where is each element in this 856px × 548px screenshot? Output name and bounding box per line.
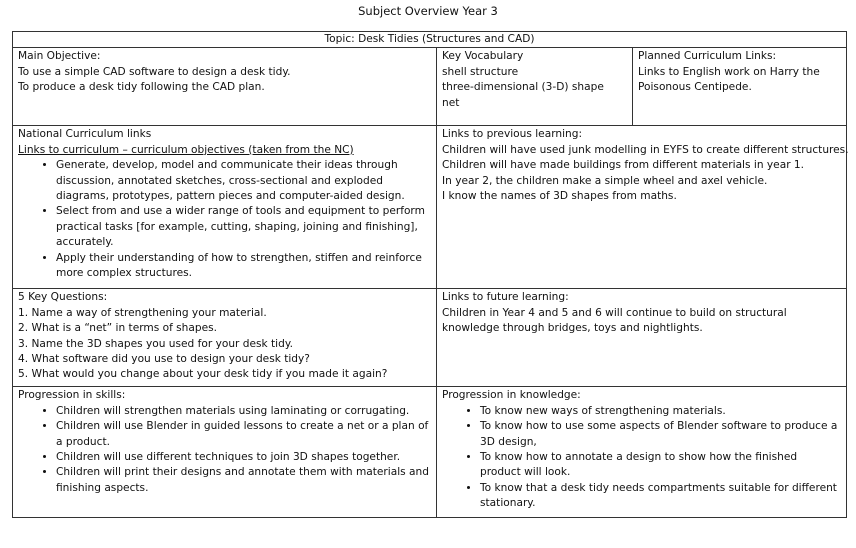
skill-item: • Children will print their designs and annotate them with materials and finishing aspects. bbox=[56, 465, 431, 496]
key-question: 5. What would you change about your desk tidy if you made it again? bbox=[18, 368, 388, 381]
knowledge-item: • To know how to annotate a design to show how the finished product will look. bbox=[480, 450, 841, 481]
progression-knowledge-heading: Progression in knowledge: bbox=[442, 389, 581, 402]
key-question: 4. What software did you use to design your desk tidy? bbox=[18, 353, 310, 366]
planned-links-heading: Planned Curriculum Links: bbox=[638, 50, 777, 63]
progression-knowledge-cell bbox=[437, 387, 847, 518]
topic-header: Topic: Desk Tidies (Structures and CAD) bbox=[13, 32, 847, 48]
knowledge-item: • To know that a desk tidy needs compartments suitable for different stationary. bbox=[480, 481, 841, 512]
progression-skills-cell bbox=[13, 387, 437, 518]
curriculum-objective: • Generate, develop, model and communicate their ideas through discussion, annotated sketches, cross-sectional and exploded diagrams, prototypes, pattern pieces and computer-aided design. bbox=[56, 158, 431, 204]
curriculum-objective: • Apply their understanding of how to strengthen, stiffen and reinforce more complex structures. bbox=[56, 251, 431, 282]
curriculum-objectives-list bbox=[18, 158, 431, 281]
previous-learning-line: I know the names of 3D shapes from maths. bbox=[442, 190, 677, 203]
main-objective-line: To produce a desk tidy following the CAD plan. bbox=[18, 81, 265, 94]
skill-item: • Children will use Blender in guided lessons to create a net or a plan of a product. bbox=[56, 419, 431, 450]
planned-links-line: Poisonous Centipede. bbox=[638, 81, 752, 94]
previous-learning-line: In year 2, the children make a simple wheel and axel vehicle. bbox=[442, 174, 768, 187]
vocabulary-item: shell structure bbox=[442, 65, 519, 78]
key-questions-heading: 5 Key Questions: bbox=[18, 291, 108, 304]
previous-learning-line: Children will have made buildings from different materials in year 1. bbox=[442, 159, 805, 172]
vocabulary-item: net bbox=[442, 96, 460, 109]
planned-links-line: Links to English work on Harry the bbox=[638, 65, 820, 78]
key-vocabulary-cell bbox=[437, 48, 633, 126]
knowledge-item: • To know new ways of strengthening materials. bbox=[480, 404, 841, 419]
main-objective-cell bbox=[13, 48, 437, 126]
knowledge-item: • To know how to use some aspects of Blender software to produce a 3D design, bbox=[480, 419, 841, 450]
progression-skills-heading: Progression in skills: bbox=[18, 389, 126, 402]
previous-learning-line: Children will have used junk modelling in EYFS to create different structures. bbox=[442, 143, 849, 156]
progression-knowledge-list bbox=[442, 404, 841, 512]
planned-links-cell bbox=[633, 48, 847, 126]
progression-skills-list bbox=[18, 404, 431, 496]
vocabulary-item: three-dimensional (3-D) shape bbox=[442, 81, 604, 94]
previous-learning-heading: Links to previous learning: bbox=[442, 128, 583, 141]
curriculum-subheading: Links to curriculum – curriculum objectives (taken from the NC) bbox=[18, 143, 354, 156]
key-question: 2. What is a “net” in terms of shapes. bbox=[18, 322, 218, 335]
previous-learning-cell bbox=[437, 126, 847, 289]
future-learning-text: Children in Year 4 and 5 and 6 will continue to build on structural knowledge through bridges, toys and nightlights. bbox=[442, 306, 787, 335]
key-questions-cell bbox=[13, 289, 437, 387]
future-learning-heading: Links to future learning: bbox=[442, 291, 569, 304]
national-curriculum-cell bbox=[13, 126, 437, 289]
main-objective-line: To use a simple CAD software to design a desk tidy. bbox=[18, 65, 291, 78]
page-title: Subject Overview Year 3 bbox=[358, 4, 498, 18]
curriculum-objective: • Select from and use a wider range of tools and equipment to perform practical tasks [for example, cutting, shaping, joining and finishing], accurately. bbox=[56, 204, 431, 250]
future-learning-cell bbox=[437, 289, 847, 387]
key-question: 1. Name a way of strengthening your material. bbox=[18, 306, 267, 319]
skill-item: • Children will strengthen materials using laminating or corrugating. bbox=[56, 404, 431, 419]
key-question: 3. Name the 3D shapes you used for your desk tidy. bbox=[18, 337, 293, 350]
skill-item: • Children will use different techniques to join 3D shapes together. bbox=[56, 450, 431, 465]
overview-table bbox=[12, 31, 847, 518]
national-curriculum-heading: National Curriculum links bbox=[18, 128, 152, 141]
main-objective-heading: Main Objective: bbox=[18, 50, 101, 63]
key-vocabulary-heading: Key Vocabulary bbox=[442, 50, 524, 63]
